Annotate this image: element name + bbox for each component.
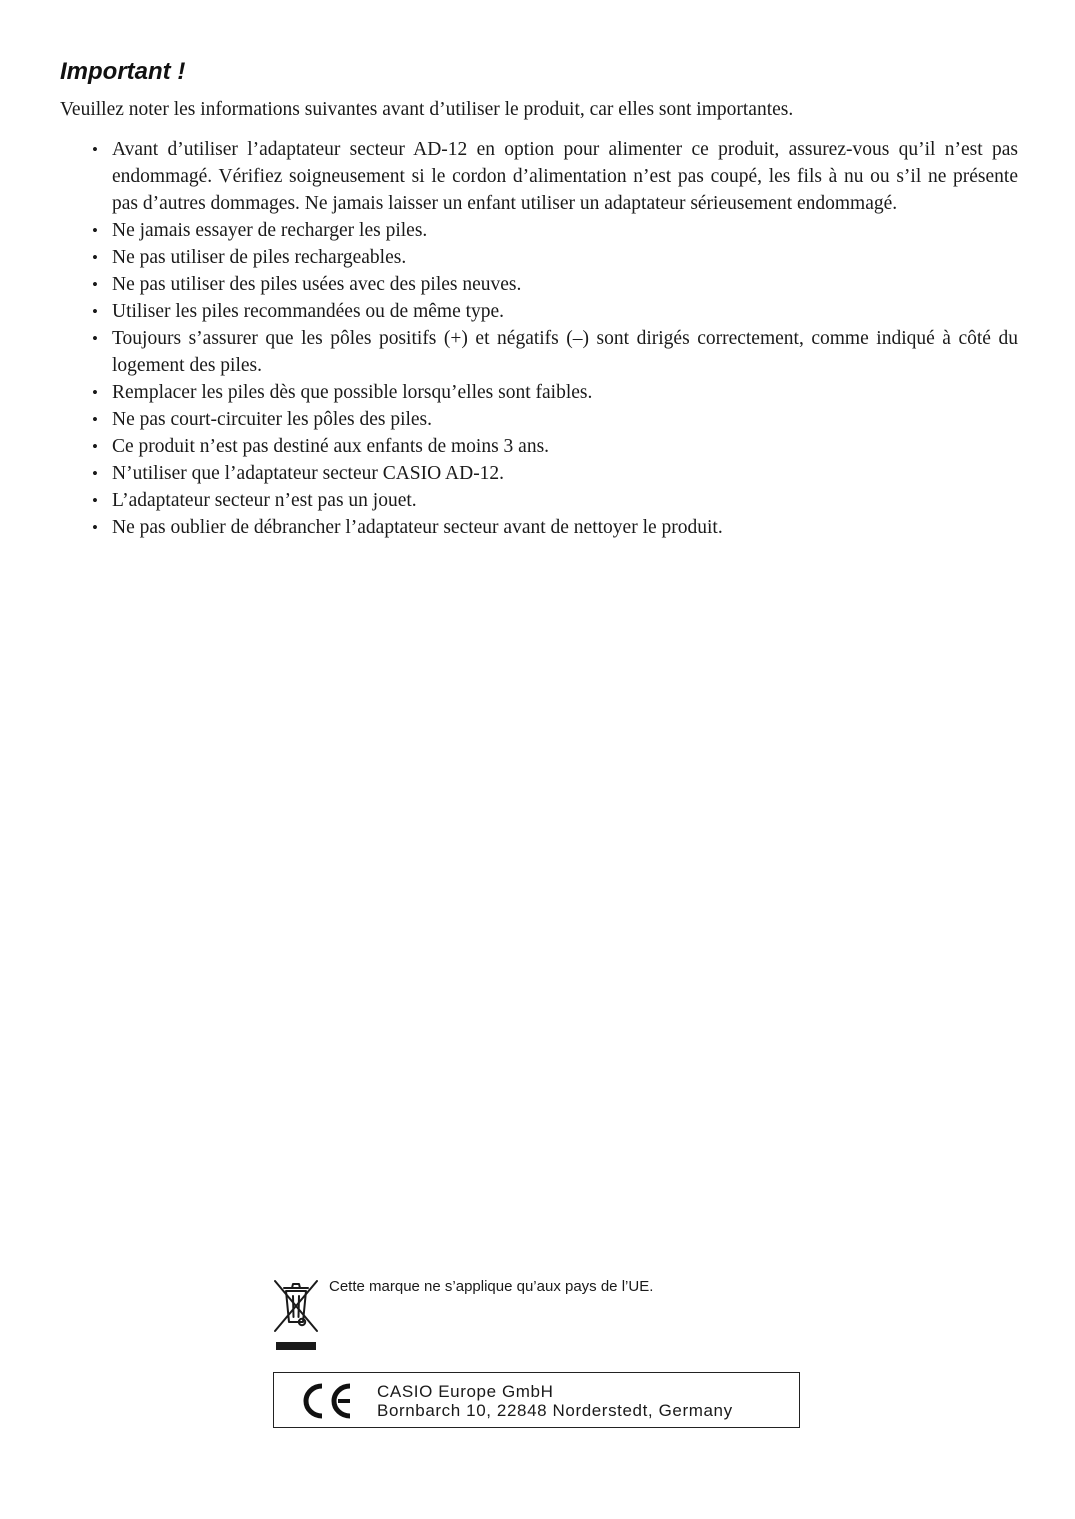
list-item-text: Remplacer les piles dès que possible lorsqu’elles sont faibles. (112, 382, 593, 403)
list-item (92, 217, 1018, 244)
list-item (92, 325, 1018, 379)
list-item-text: Utiliser les piles recommandées ou de même type. (112, 301, 505, 322)
bullet-icon: • (92, 464, 98, 483)
list-item (92, 433, 1018, 460)
manufacturer-box (273, 1372, 800, 1428)
list-item-text: Avant d’utiliser l’adaptateur secteur AD-12 en option pour alimenter ce produit, assurez-vous qu’il n’est pas endommagé. Vérifiez soigneusement si le cordon d’alimentation n’est pas coupé, les fils à nu ou s’il ne présente pas d’autres dommages. Ne jamais laisser un enfant utiliser un adaptateur sérieusement endommagé. (112, 139, 1018, 214)
list-item-text: L’adaptateur secteur n’est pas un jouet. (112, 490, 417, 511)
list-item (92, 406, 1018, 433)
list-item (92, 298, 1018, 325)
list-item-text: Ne pas court-circuiter les pôles des piles. (112, 409, 433, 430)
list-item-text: Ne pas utiliser de piles rechargeables. (112, 247, 407, 268)
list-item (92, 379, 1018, 406)
bullet-icon: • (92, 248, 98, 267)
weee-note: Cette marque ne s’applique qu’aux pays de l’UE. (329, 1278, 654, 1295)
list-item (92, 514, 1018, 541)
bullet-icon: • (92, 410, 98, 429)
bullet-icon: • (92, 302, 98, 321)
list-item-text: N’utiliser que l’adaptateur secteur CASIO AD-12. (112, 463, 505, 484)
ce-mark-icon (300, 1382, 354, 1420)
list-item (92, 136, 1018, 217)
bullet-icon: • (92, 329, 98, 348)
bullet-icon: • (92, 275, 98, 294)
bullet-icon: • (92, 221, 98, 240)
list-item (92, 460, 1018, 487)
list-item (92, 271, 1018, 298)
safety-list (92, 136, 1018, 541)
bullet-icon: • (92, 437, 98, 456)
bullet-icon: • (92, 518, 98, 537)
manufacturer-address (377, 1382, 733, 1420)
crossed-out-wheeled-bin-icon (272, 1276, 320, 1352)
list-item-text: Toujours s’assurer que les pôles positifs (+) et négatifs (–) sont dirigés correctement, comme indiqué à côté du logement des piles. (112, 328, 1018, 376)
bullet-icon: • (92, 491, 98, 510)
list-item (92, 487, 1018, 514)
list-item-text: Ne pas utiliser des piles usées avec des piles neuves. (112, 274, 522, 295)
list-item-text: Ce produit n’est pas destiné aux enfants de moins 3 ans. (112, 436, 550, 457)
intro-paragraph: Veuillez noter les informations suivantes avant d’utiliser le produit, car elles sont importantes. (60, 99, 794, 120)
page-title: Important ! (60, 58, 186, 85)
list-item-text: Ne pas oublier de débrancher l’adaptateur secteur avant de nettoyer le produit. (112, 517, 723, 538)
list-item (92, 244, 1018, 271)
bullet-icon: • (92, 140, 98, 159)
company-address: Bornbarch 10, 22848 Norderstedt, Germany (377, 1401, 733, 1420)
weee-notice (272, 1276, 812, 1356)
list-item-text: Ne jamais essayer de recharger les piles. (112, 220, 428, 241)
bullet-icon: • (92, 383, 98, 402)
company-name: CASIO Europe GmbH (377, 1382, 554, 1401)
